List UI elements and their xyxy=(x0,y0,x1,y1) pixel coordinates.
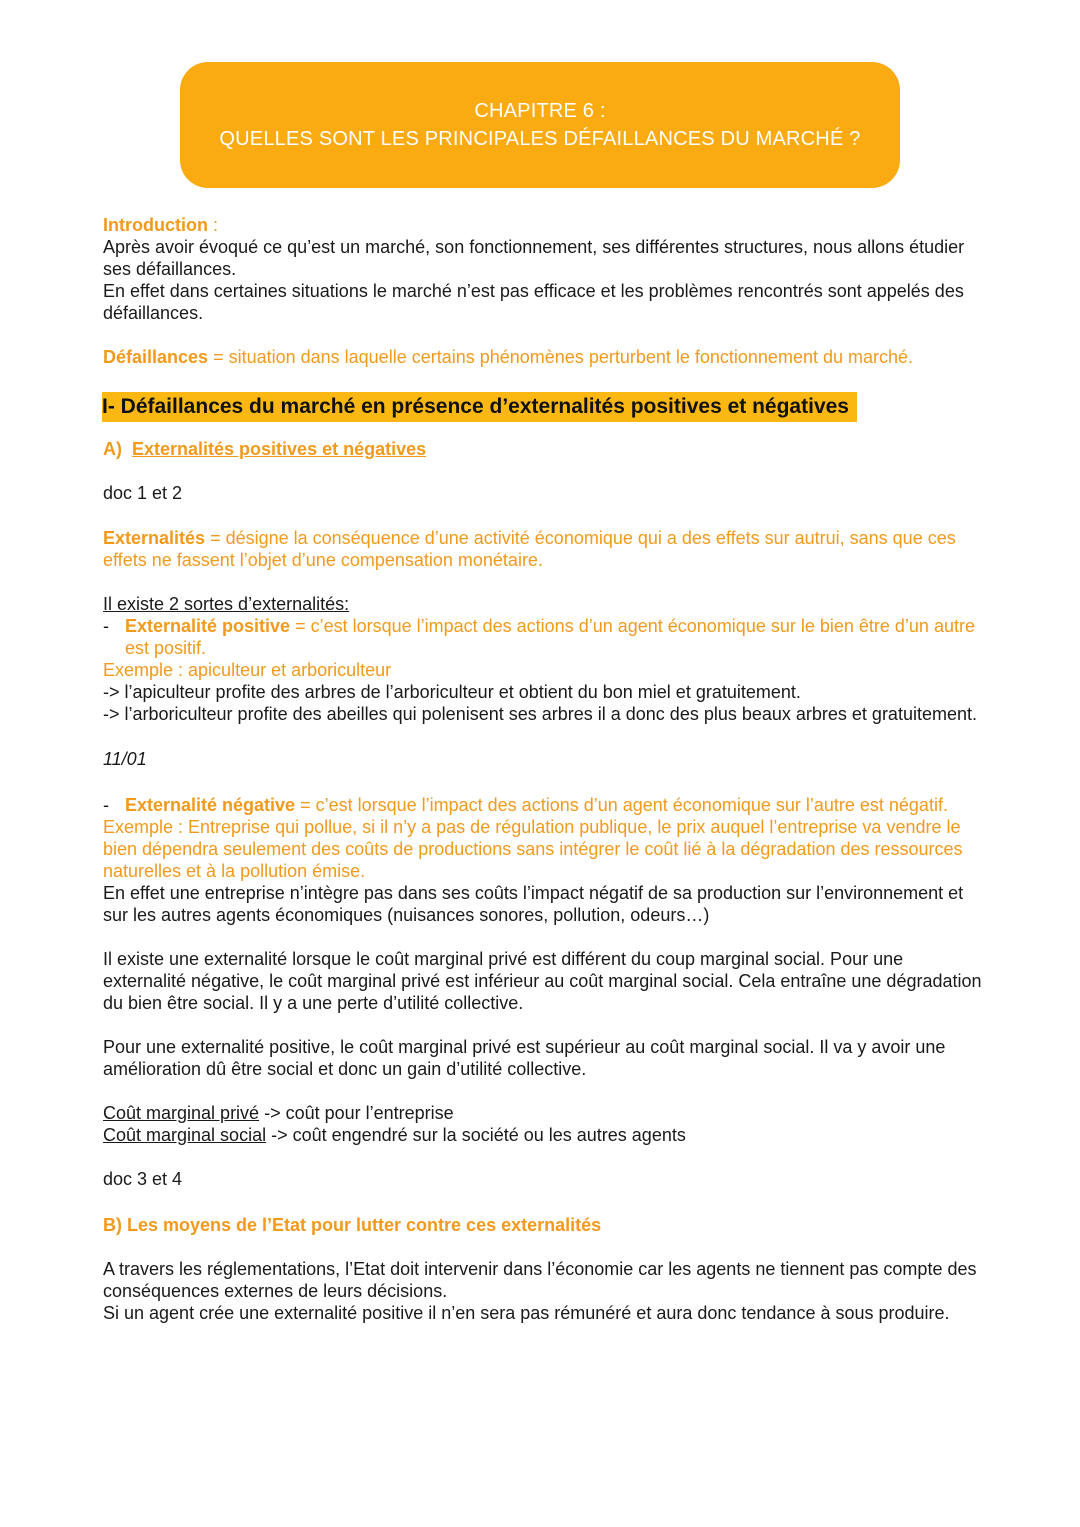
cout-marginal-paragraph-2: Pour une externalité positive, le coût marginal privé est supérieur au coût marginal social. Il va y avoir une amélioration dû être social et donc un gain d’utilité collective. xyxy=(103,1037,946,1079)
definition-text: = désigne la conséquence d’une activité économique qui a des effets sur autrui, sans que ces effets ne fassent l’objet d’une compensation monétaire. xyxy=(103,528,956,570)
cout-prive-term: Coût marginal privé xyxy=(103,1103,260,1123)
definition-externalites xyxy=(103,527,983,571)
bullet-dash: - xyxy=(103,795,109,815)
bullet-externalite-negative xyxy=(103,794,983,816)
intro-colon: : xyxy=(207,215,218,235)
cout-marginal-social-line xyxy=(103,1124,983,1146)
bullet-text: = c’est lorsque l’impact des actions d’un agent économique sur le bien être d’un autre est positif. xyxy=(125,616,975,658)
definition-term: Externalités xyxy=(103,528,206,548)
date-note: 11/01 xyxy=(103,749,147,769)
etat-paragraph-1: A travers les réglementations, l’Etat doit intervenir dans l’économie car les agents ne tiennent pas compte des conséquences externes de leurs décisions. xyxy=(103,1259,977,1301)
doc-reference-3-4: doc 3 et 4 xyxy=(103,1169,183,1189)
example-negative: Exemple : Entreprise qui pollue, si il n’y a pas de régulation publique, le prix auquel l’entreprise va vendre le bien dépendra seulement des coûts de productions sans intégrer le coût lié à la dégradation des ressources naturelles et à la pollution émise. xyxy=(103,817,963,881)
cout-marginal-paragraph-1: Il existe une externalité lorsque le coût marginal privé est différent du coup marginal social. Pour une externalité négative, le coût marginal privé est inférieur au coût marginal social. Cela entraîne une dégradation du bien être social. Il y a une perte d’utilité collective. xyxy=(103,949,982,1013)
intro-paragraph-2: En effet dans certaines situations le marché n’est pas efficace et les problèmes rencontrés sont appelés des défaillances. xyxy=(103,281,964,323)
cout-social-text: -> coût engendré sur la société ou les autres agents xyxy=(266,1125,686,1145)
subsection-a-title: Externalités positives et négatives xyxy=(132,439,427,459)
intro-paragraph-1: Après avoir évoqué ce qu’est un marché, son fonctionnement, ses différentes structures, nous allons étudier ses défaillances. xyxy=(103,237,965,279)
bullet-term: Externalité négative xyxy=(125,795,296,815)
bullet-dash: - xyxy=(103,616,109,636)
etat-paragraph-2: Si un agent crée une externalité positive il n’en sera pas rémunéré et aura donc tendance à sous produire. xyxy=(103,1303,950,1323)
externalites-types-intro: Il existe 2 sortes d’externalités: xyxy=(103,594,350,614)
definition-defaillances xyxy=(103,346,983,368)
subsection-b-heading: B) Les moyens de l’Etat pour lutter contre ces externalités xyxy=(103,1215,602,1235)
subsection-a-letter: A) xyxy=(103,439,122,459)
example-positive: Exemple : apiculteur et arboriculteur xyxy=(103,660,392,680)
chapter-question: QUELLES SONT LES PRINCIPALES DÉFAILLANCES DU MARCHÉ ? xyxy=(219,128,861,150)
negative-effect-paragraph: En effet une entreprise n’intègre pas dans ses coûts l’impact négatif de sa production sur l’environnement et sur les autres agents économiques (nuisances sonores, pollution, odeurs…) xyxy=(103,883,964,925)
intro-heading xyxy=(103,214,983,236)
chapter-number: CHAPITRE 6 : xyxy=(474,100,606,122)
cout-prive-text: -> coût pour l’entreprise xyxy=(259,1103,454,1123)
intro-label: Introduction xyxy=(103,215,208,235)
cout-social-term: Coût marginal social xyxy=(103,1125,267,1145)
doc-reference-1-2: doc 1 et 2 xyxy=(103,483,183,503)
example-positive-arrow-2: -> l’arboriculteur profite des abeilles qui polenisent ses arbres il a donc des plus beaux arbres et gratuitement. xyxy=(103,704,977,724)
example-positive-arrow-1: -> l’apiculteur profite des arbres de l’arboriculteur et obtient du bon miel et gratuitement. xyxy=(103,682,801,702)
cout-marginal-prive-line xyxy=(103,1102,983,1124)
definition-text: = situation dans laquelle certains phénomènes perturbent le fonctionnement du marché. xyxy=(208,347,914,367)
subsection-a-heading xyxy=(103,438,983,460)
chapter-title-box xyxy=(180,62,900,188)
section-1-title: I- Défaillances du marché en présence d’externalités positives et négatives xyxy=(102,392,857,422)
section-1-heading xyxy=(103,392,983,422)
bullet-externalite-positive xyxy=(103,615,983,659)
document-body xyxy=(103,214,983,1324)
definition-term: Défaillances xyxy=(103,347,209,367)
bullet-term: Externalité positive xyxy=(125,616,291,636)
bullet-text: = c’est lorsque l’impact des actions d’un agent économique sur l’autre est négatif. xyxy=(295,795,948,815)
